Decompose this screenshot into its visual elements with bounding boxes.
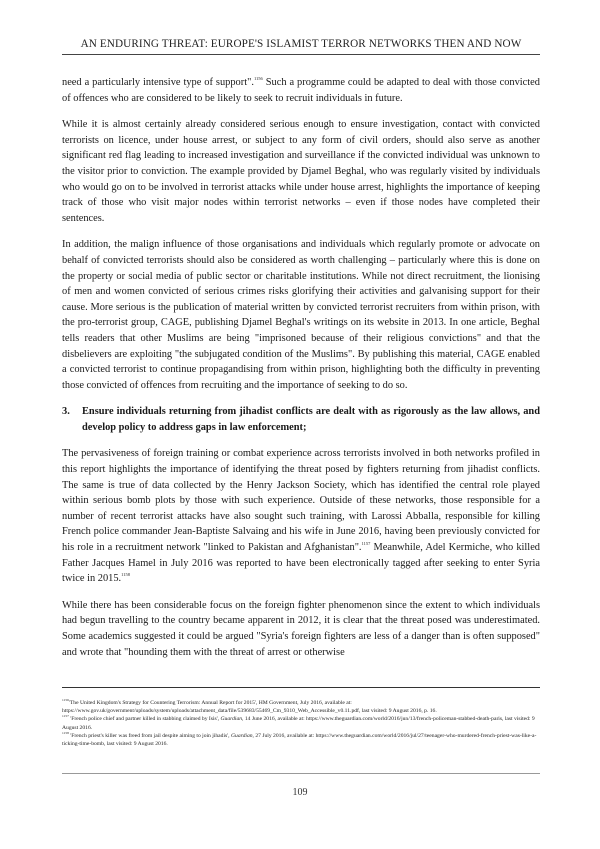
recommendation-heading <box>62 404 540 435</box>
footnote-ref[interactable]: 1156 <box>253 76 263 81</box>
footnote-number: 1156 <box>62 698 69 702</box>
footnote-source: Guardian <box>230 732 253 739</box>
page-number: 109 <box>292 787 308 798</box>
paragraph <box>62 75 540 106</box>
paragraph: In addition, the malign influence of those organisations and individuals which regularly promote or advocate on behalf of convicted terrorists should also be considered as worth challenging – particularly where this is done on the property or social media of public sector or charitable institutions. While not direct recruitment, the lionising of men and women convicted of serious crimes risks glorifying their activities and galvanising support for their cause. More serious is the publication of material written by convicted terrorist recruiters from within prison, with the pro-terrorist group, CAGE, publishing Djamel Beghal's writings on its website in 2013. In one article, Beghal tells readers that other Muslims are being "imprisoned because of their religious convictions" and that the disbelievers are exploiting "the subjugated condition of the Muslims". By publishing this material, CAGE enabled a convicted terrorist to continue propagandising from within prison, highlighting both the difficulty in preventing those convicted of offences from recruiting and the importance of seeking to do so. <box>62 239 540 391</box>
body-text <box>62 75 540 671</box>
footnote <box>62 699 540 715</box>
paragraph <box>62 446 540 586</box>
running-header: AN ENDURING THREAT: EUROPE'S ISLAMIST TERROR NETWORKS THEN AND NOW <box>62 38 540 55</box>
footnote <box>62 732 540 748</box>
recommendation-number: 3. <box>62 406 70 418</box>
page-footer-divider <box>62 773 540 774</box>
paragraph-text: Such a programme could be adapted to deal with those convicted of offences who are considered to be likely to seek to recruit individuals in future. <box>62 77 540 104</box>
footnotes <box>62 699 540 748</box>
paragraph-text: The pervasiveness of foreign training or combat experience across terrorists involved in both networks profiled in this report highlights the importance of identifying the threat posed by fighters returning from jihadist conflicts. The same is true of data collected by the Henry Jackson Society, which has identified the central role played within serious bomb plots by those with such experience. Outside of these networks, those responsible for a number of recent terrorist attacks have also sought such training, with Larossi Abballa, responsible for killing French police commander Jean-Baptiste Salvaing and his wife in June 2016, having been previously convicted for his role in a recruitment network "linked to Pakistan and Afghanistan". <box>62 448 540 554</box>
footnote-ref[interactable]: 1157 <box>361 541 371 547</box>
recommendation-text: Ensure individuals returning from jihadist conflicts are dealt with as rigorously as the law allows, and develop policy to address gaps in law enforcement; <box>82 406 540 433</box>
footnote <box>62 715 540 731</box>
footnote-text: , 27 July 2016, available at: https://www.theguardian.com/world/2016/jul/27/teenager-who-murdered-french-priest-was-like-a-ticking-time-bomb, last visited: 9 August 2016. <box>62 732 537 748</box>
paragraph: While there has been considerable focus on the foreign fighter phenomenon since the extent to which individuals had begun travelling to the country became apparent in 2012, it is clear that the threat posed was underestimated. Some academics suggested it could be argued "Syria's foreign fighters are less of a danger than is often supposed" and wrote that "hounding them with the threat of arrest or otherwise <box>62 599 540 658</box>
footnote-text: , 14 June 2016, available at: https://www.theguardian.com/world/2016/jun/13/french-policeman-stabbed-death-paris, last visited: 9 August 2016. <box>62 716 535 731</box>
footnote-source: Guardian <box>220 716 243 723</box>
footnote-text: 'French priest's killer was freed from jail despite aiming to join jihadis', <box>68 732 231 739</box>
footnote-number: 1157 <box>62 714 69 719</box>
footnote-number: 1158 <box>62 730 69 735</box>
footnote-ref[interactable]: 1158 <box>121 572 131 578</box>
paragraph-text: Meanwhile, Adel Kermiche, who killed Father Jacques Hamel in July 2016 was reported to have been electronically tagged after seeking to enter Syria twice in 2015. <box>62 542 541 585</box>
paragraph: While it is almost certainly already considered serious enough to ensure investigation, contact with convicted terrorists on licence, under house arrest, or subject to any form of civil orders, should also serve as another significant red flag leading to increased investigation and surveillance if the convicted individual was unknown to the visitor prior to conviction. The example provided by Djamel Beghal, who was regularly visited by individuals who would go on to be involved in terrorist attacks while under house arrest, highlights the importance of keeping track of those who visit major nodes within terrorist networks – even if those nodes have completed their sentences. <box>62 119 540 224</box>
footnote-text: 'The United Kingdom's Strategy for Countering Terrorism: Annual Report for 2015', HM Government, July 2016, available at: https://www.gov.uk/government/uploads/system/uploads/attachment_data/file/539683/55469_Cm_9310_Web_Accessible_v0.11.pdf, last visited: 9 August 2016, p. 16. <box>62 700 437 715</box>
footnote-divider <box>62 687 540 688</box>
paragraph-text: need a particularly intensive type of support". <box>62 77 254 88</box>
footnote-text: 'French police chief and partner killed in stabbing claimed by Isis', <box>68 716 221 723</box>
